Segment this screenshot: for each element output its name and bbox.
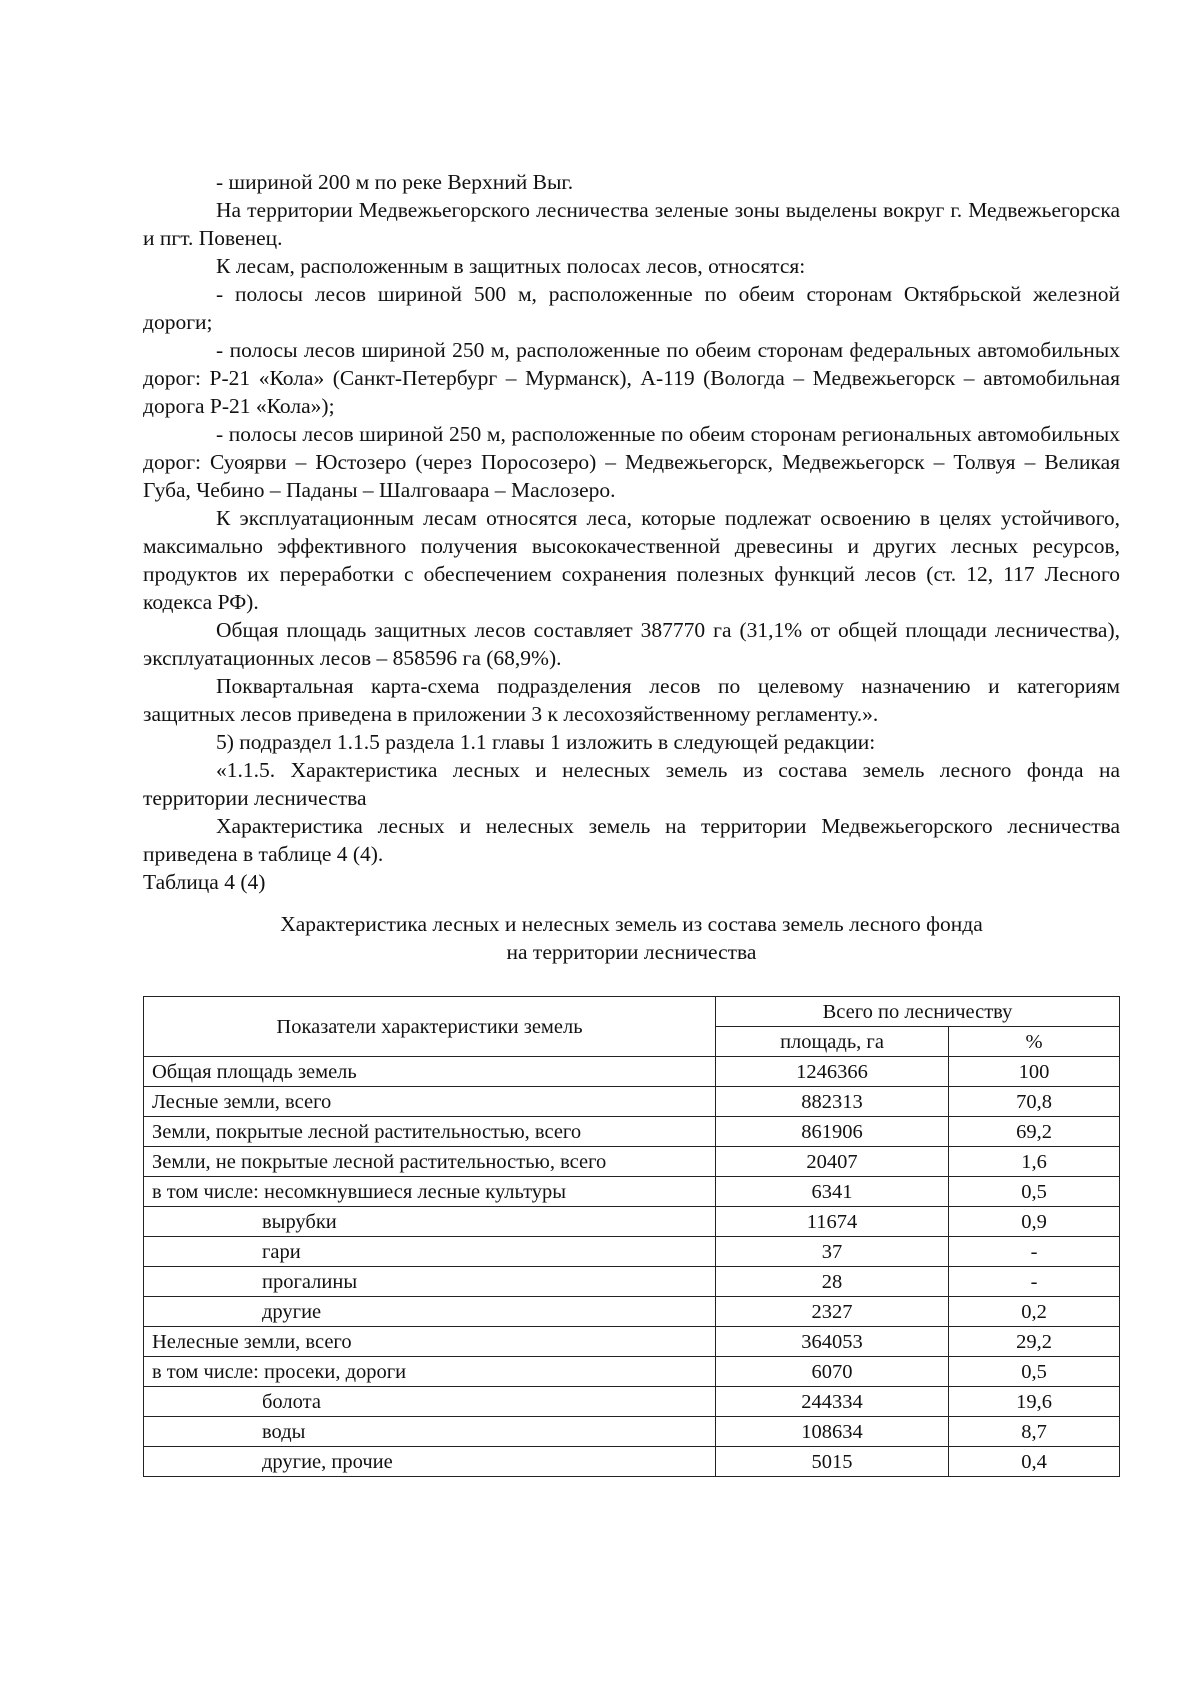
row-area: 6341 [716, 1177, 949, 1207]
row-name: гари [144, 1237, 716, 1267]
table-row [144, 1177, 1120, 1207]
paragraph: - шириной 200 м по реке Верхний Выг. [216, 170, 574, 194]
table-row [144, 1057, 1120, 1087]
row-name: Земли, не покрытые лесной растительностью, всего [144, 1147, 716, 1177]
table-caption-line1: Характеристика лесных и нелесных земель из состава земель лесного фонда [280, 912, 983, 936]
paragraph: Поквартальная карта-схема подразделения лесов по целевому назначению и категориям защитных лесов приведена в приложении 3 к лесохозяйственному регламенту.». [143, 674, 1120, 726]
row-name: прогалины [144, 1267, 716, 1297]
table-row [144, 1237, 1120, 1267]
table-row [144, 1207, 1120, 1237]
table-row [144, 1327, 1120, 1357]
paragraph: К лесам, расположенным в защитных полосах лесов, относятся: [216, 254, 806, 278]
table-caption [143, 910, 1120, 966]
row-percent: 70,8 [949, 1087, 1120, 1117]
row-name: болота [144, 1387, 716, 1417]
table-caption-line2: на территории лесничества [506, 940, 757, 964]
row-percent: 29,2 [949, 1327, 1120, 1357]
row-area: 1246366 [716, 1057, 949, 1087]
row-percent: 100 [949, 1057, 1120, 1087]
table-row [144, 1357, 1120, 1387]
row-percent: 0,9 [949, 1207, 1120, 1237]
row-area: 882313 [716, 1087, 949, 1117]
paragraph: - полосы лесов шириной 250 м, расположенные по обеим сторонам региональных автомобильных дорог: Суоярви – Юстозеро (через Поросозеро) – Медвежьегорск, Медвежьегорск – Толвуя – Великая Губа, Чебино – Паданы – Шалговаара – Маслозеро. [143, 422, 1120, 502]
row-name: Лесные земли, всего [144, 1087, 716, 1117]
row-percent: 0,5 [949, 1177, 1120, 1207]
header-indicator: Показатели характеристики земель [144, 997, 716, 1057]
row-percent: 0,5 [949, 1357, 1120, 1387]
row-name: в том числе: несомкнувшиеся лесные культуры [144, 1177, 716, 1207]
paragraph: - полосы лесов шириной 500 м, расположенные по обеим сторонам Октябрьской железной дороги; [143, 282, 1120, 334]
header-total: Всего по лесничеству [716, 997, 1120, 1027]
row-percent: 8,7 [949, 1417, 1120, 1447]
row-area: 20407 [716, 1147, 949, 1177]
row-percent: 19,6 [949, 1387, 1120, 1417]
row-percent: 69,2 [949, 1117, 1120, 1147]
row-name: вырубки [144, 1207, 716, 1237]
row-area: 2327 [716, 1297, 949, 1327]
row-percent: - [949, 1267, 1120, 1297]
row-area: 861906 [716, 1117, 949, 1147]
paragraph: Характеристика лесных и нелесных земель на территории Медвежьегорского лесничества приведена в таблице 4 (4). [143, 814, 1120, 866]
row-area: 108634 [716, 1417, 949, 1447]
paragraph: На территории Медвежьегорского лесничества зеленые зоны выделены вокруг г. Медвежьегорска и пгт. Повенец. [143, 198, 1120, 250]
row-percent: 0,4 [949, 1447, 1120, 1477]
body-text [143, 168, 1120, 966]
table-row [144, 1117, 1120, 1147]
paragraph: 5) подраздел 1.1.5 раздела 1.1 главы 1 изложить в следующей редакции: [216, 730, 876, 754]
row-name: другие [144, 1297, 716, 1327]
row-name: Общая площадь земель [144, 1057, 716, 1087]
land-characteristics-table [143, 996, 1120, 1477]
row-name: в том числе: просеки, дороги [144, 1357, 716, 1387]
row-area: 11674 [716, 1207, 949, 1237]
row-area: 5015 [716, 1447, 949, 1477]
row-percent: 0,2 [949, 1297, 1120, 1327]
row-area: 6070 [716, 1357, 949, 1387]
paragraph: К эксплуатационным лесам относятся леса, которые подлежат освоению в целях устойчивого, максимально эффективного получения высококачественной древесины и других лесных ресурсов, продуктов их переработки с обеспечением сохранения полезных функций лесов (ст. 12, 117 Лесного кодекса РФ). [143, 506, 1120, 614]
header-percent: % [949, 1027, 1120, 1057]
row-name: Земли, покрытые лесной растительностью, всего [144, 1117, 716, 1147]
table-row [144, 1417, 1120, 1447]
table-row [144, 1447, 1120, 1477]
paragraph: - полосы лесов шириной 250 м, расположенные по обеим сторонам федеральных автомобильных дорог: Р-21 «Кола» (Санкт-Петербург – Мурманск), А-119 (Вологда – Медвежьегорск – автомобильная дорога Р-21 «Кола»); [143, 338, 1120, 418]
row-name: другие, прочие [144, 1447, 716, 1477]
row-area: 364053 [716, 1327, 949, 1357]
row-name: воды [144, 1417, 716, 1447]
paragraph: Общая площадь защитных лесов составляет 387770 га (31,1% от общей площади лесничества), эксплуатационных лесов – 858596 га (68,9%). [143, 618, 1120, 670]
table-row [144, 1387, 1120, 1417]
table-row [144, 1087, 1120, 1117]
row-area: 244334 [716, 1387, 949, 1417]
header-area: площадь, га [716, 1027, 949, 1057]
table-row [144, 1267, 1120, 1297]
table-row [144, 1147, 1120, 1177]
row-percent: - [949, 1237, 1120, 1267]
row-area: 37 [716, 1237, 949, 1267]
row-name: Нелесные земли, всего [144, 1327, 716, 1357]
table-row [144, 1297, 1120, 1327]
row-area: 28 [716, 1267, 949, 1297]
table-label: Таблица 4 (4) [143, 870, 266, 894]
row-percent: 1,6 [949, 1147, 1120, 1177]
paragraph: «1.1.5. Характеристика лесных и нелесных земель из состава земель лесного фонда на территории лесничества [143, 758, 1120, 810]
